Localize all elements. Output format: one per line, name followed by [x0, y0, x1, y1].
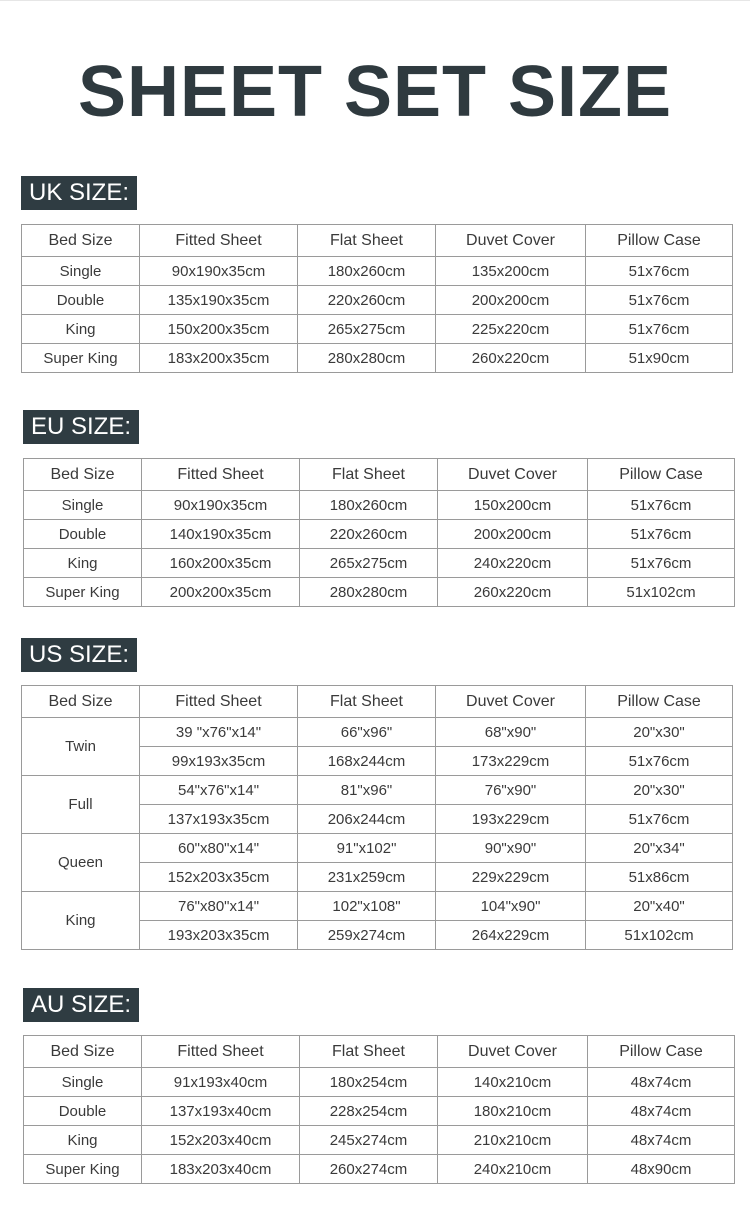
table-cell: 51x76cm: [586, 315, 733, 344]
table-cell: 152x203x35cm: [140, 863, 298, 892]
table-cell: 51x76cm: [586, 805, 733, 834]
header-pillow-case: Pillow Case: [588, 459, 735, 491]
table-cell: 76"x80"x14": [140, 892, 298, 921]
table-cell: King: [24, 1126, 142, 1155]
table-cell: 183x200x35cm: [140, 344, 298, 373]
header-bed-size: Bed Size: [22, 225, 140, 257]
table-cell: 90x190x35cm: [140, 257, 298, 286]
table-row: [24, 578, 735, 607]
header-flat-sheet: Flat Sheet: [300, 1036, 438, 1068]
table-cell: 140x210cm: [438, 1068, 588, 1097]
table-cell: 66"x96": [298, 718, 436, 747]
table-cell: 229x229cm: [436, 863, 586, 892]
table-cell: 51x90cm: [586, 344, 733, 373]
table-row: [24, 1097, 735, 1126]
table-cell: 90"x90": [436, 834, 586, 863]
table-cell: 137x193x35cm: [140, 805, 298, 834]
table-cell: 51x86cm: [586, 863, 733, 892]
table-cell: 91"x102": [298, 834, 436, 863]
table-cell: 150x200cm: [438, 491, 588, 520]
bed-size-cell: King: [22, 892, 140, 950]
eu-section-label: EU SIZE:: [23, 410, 139, 444]
table-cell: King: [22, 315, 140, 344]
table-row: [24, 520, 735, 549]
table-cell: 245x274cm: [300, 1126, 438, 1155]
table-cell: Double: [24, 1097, 142, 1126]
table-cell: 228x254cm: [300, 1097, 438, 1126]
table-cell: 68"x90": [436, 718, 586, 747]
header-duvet-cover: Duvet Cover: [438, 459, 588, 491]
table-row: [22, 834, 733, 863]
table-row: [22, 257, 733, 286]
table-row: [24, 1068, 735, 1097]
table-cell: 260x220cm: [438, 578, 588, 607]
table-cell: 48x74cm: [588, 1068, 735, 1097]
table-cell: 150x200x35cm: [140, 315, 298, 344]
table-cell: 193x229cm: [436, 805, 586, 834]
table-cell: 200x200cm: [438, 520, 588, 549]
bed-size-cell: Full: [22, 776, 140, 834]
uk-size-table: [21, 224, 733, 373]
table-cell: 76"x90": [436, 776, 586, 805]
us-section-label: US SIZE:: [21, 638, 137, 672]
au-section-label: AU SIZE:: [23, 988, 139, 1022]
table-cell: 99x193x35cm: [140, 747, 298, 776]
eu-size-table: [23, 458, 735, 607]
header-duvet-cover: Duvet Cover: [436, 225, 586, 257]
table-cell: 240x210cm: [438, 1155, 588, 1184]
table-cell: 206x244cm: [298, 805, 436, 834]
top-divider: [0, 0, 750, 1]
table-cell: 231x259cm: [298, 863, 436, 892]
table-cell: 180x254cm: [300, 1068, 438, 1097]
table-cell: 135x200cm: [436, 257, 586, 286]
header-duvet-cover: Duvet Cover: [438, 1036, 588, 1068]
header-fitted-sheet: Fitted Sheet: [142, 1036, 300, 1068]
table-row: [22, 286, 733, 315]
table-cell: 180x210cm: [438, 1097, 588, 1126]
table-cell: 39 "x76"x14": [140, 718, 298, 747]
table-cell: 48x74cm: [588, 1126, 735, 1155]
table-row: [24, 491, 735, 520]
bed-size-cell: Twin: [22, 718, 140, 776]
table-cell: 51x76cm: [588, 520, 735, 549]
table-cell: 20"x30": [586, 776, 733, 805]
table-row: [22, 776, 733, 805]
table-cell: 220x260cm: [298, 286, 436, 315]
table-cell: 20"x34": [586, 834, 733, 863]
table-cell: 225x220cm: [436, 315, 586, 344]
table-cell: 51x102cm: [586, 921, 733, 950]
table-cell: 90x190x35cm: [142, 491, 300, 520]
table-header-row: [22, 225, 733, 257]
table-row: [24, 1126, 735, 1155]
table-cell: 173x229cm: [436, 747, 586, 776]
table-cell: 259x274cm: [298, 921, 436, 950]
header-fitted-sheet: Fitted Sheet: [140, 225, 298, 257]
header-bed-size: Bed Size: [24, 1036, 142, 1068]
table-cell: Super King: [24, 1155, 142, 1184]
table-cell: 280x280cm: [298, 344, 436, 373]
table-cell: 160x200x35cm: [142, 549, 300, 578]
page-title: SHEET SET SIZE: [77, 52, 673, 132]
table-row: [22, 718, 733, 747]
table-cell: 280x280cm: [300, 578, 438, 607]
table-cell: 260x274cm: [300, 1155, 438, 1184]
table-row: [22, 315, 733, 344]
table-cell: Super King: [22, 344, 140, 373]
table-cell: 104"x90": [436, 892, 586, 921]
table-row: [22, 892, 733, 921]
table-cell: 102"x108": [298, 892, 436, 921]
table-cell: 60"x80"x14": [140, 834, 298, 863]
header-pillow-case: Pillow Case: [586, 686, 733, 718]
table-row: [24, 1155, 735, 1184]
table-cell: 51x76cm: [588, 549, 735, 578]
table-row: [24, 549, 735, 578]
table-cell: 51x102cm: [588, 578, 735, 607]
us-size-table: [21, 685, 733, 950]
table-cell: 265x275cm: [300, 549, 438, 578]
table-cell: 180x260cm: [300, 491, 438, 520]
table-header-row: [24, 1036, 735, 1068]
table-cell: 140x190x35cm: [142, 520, 300, 549]
header-bed-size: Bed Size: [24, 459, 142, 491]
table-cell: 200x200x35cm: [142, 578, 300, 607]
header-pillow-case: Pillow Case: [588, 1036, 735, 1068]
table-cell: Double: [24, 520, 142, 549]
table-cell: 51x76cm: [586, 286, 733, 315]
table-cell: 220x260cm: [300, 520, 438, 549]
table-header-row: [22, 686, 733, 718]
table-cell: 240x220cm: [438, 549, 588, 578]
header-fitted-sheet: Fitted Sheet: [142, 459, 300, 491]
table-cell: 180x260cm: [298, 257, 436, 286]
table-cell: 51x76cm: [588, 491, 735, 520]
table-cell: 260x220cm: [436, 344, 586, 373]
header-pillow-case: Pillow Case: [586, 225, 733, 257]
table-cell: 264x229cm: [436, 921, 586, 950]
bed-size-cell: Queen: [22, 834, 140, 892]
table-cell: King: [24, 549, 142, 578]
table-cell: Super King: [24, 578, 142, 607]
table-cell: 152x203x40cm: [142, 1126, 300, 1155]
header-duvet-cover: Duvet Cover: [436, 686, 586, 718]
table-cell: Single: [24, 1068, 142, 1097]
table-cell: 48x90cm: [588, 1155, 735, 1184]
table-cell: 48x74cm: [588, 1097, 735, 1126]
table-cell: Double: [22, 286, 140, 315]
table-cell: 265x275cm: [298, 315, 436, 344]
table-cell: 193x203x35cm: [140, 921, 298, 950]
table-cell: 20"x40": [586, 892, 733, 921]
header-flat-sheet: Flat Sheet: [298, 686, 436, 718]
table-cell: 51x76cm: [586, 257, 733, 286]
table-cell: 200x200cm: [436, 286, 586, 315]
table-cell: 91x193x40cm: [142, 1068, 300, 1097]
table-cell: 81"x96": [298, 776, 436, 805]
table-cell: 51x76cm: [586, 747, 733, 776]
uk-section-label: UK SIZE:: [21, 176, 137, 210]
table-cell: 137x193x40cm: [142, 1097, 300, 1126]
table-cell: 54"x76"x14": [140, 776, 298, 805]
header-flat-sheet: Flat Sheet: [298, 225, 436, 257]
table-cell: 210x210cm: [438, 1126, 588, 1155]
table-cell: 135x190x35cm: [140, 286, 298, 315]
table-header-row: [24, 459, 735, 491]
table-row: [22, 344, 733, 373]
table-cell: 20"x30": [586, 718, 733, 747]
table-cell: 183x203x40cm: [142, 1155, 300, 1184]
header-bed-size: Bed Size: [22, 686, 140, 718]
au-size-table: [23, 1035, 735, 1184]
header-fitted-sheet: Fitted Sheet: [140, 686, 298, 718]
header-flat-sheet: Flat Sheet: [300, 459, 438, 491]
table-cell: 168x244cm: [298, 747, 436, 776]
table-cell: Single: [24, 491, 142, 520]
table-cell: Single: [22, 257, 140, 286]
